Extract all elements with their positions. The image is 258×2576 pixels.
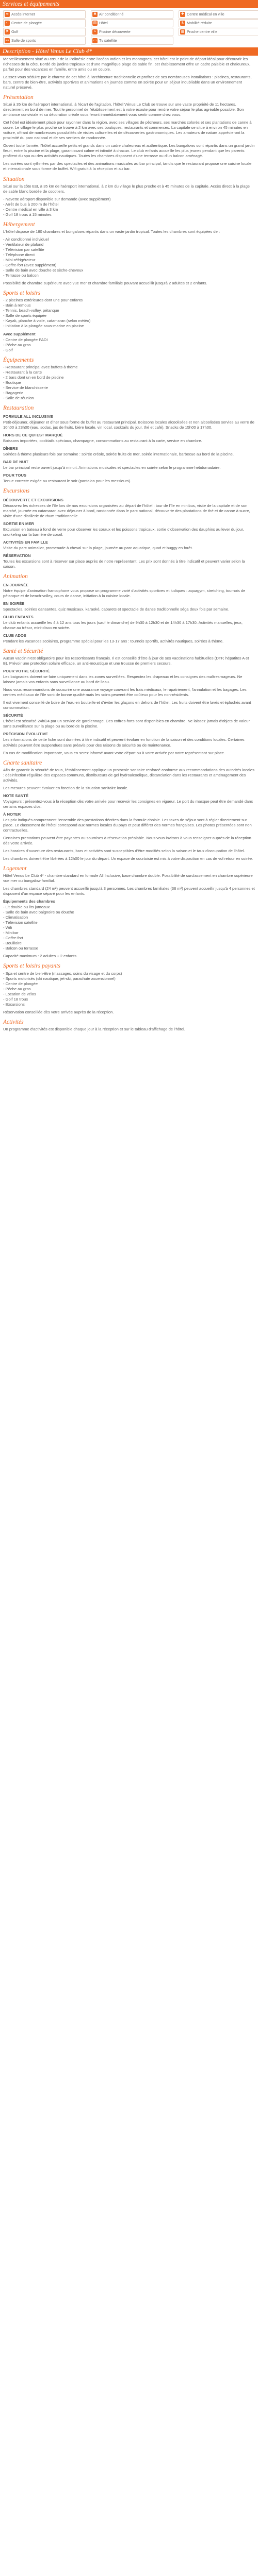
list-item: - Coffre-fort [3,936,23,941]
service-internet: ≋ Accès internet [3,10,86,19]
health-paragraph: Les baignades doivent se faire uniquement dans les zones surveillées. Respectez les drapeaux et les consignes des maîtres-nageurs. Ne laissez jamais vos enfants sans surveillance au bord de l'eau. [3,674,243,685]
lodging-subheading: Équipements des chambres [3,899,55,904]
excursions-subheading: ACTIVITÉS EN FAMILLE [3,539,48,545]
entertainment-subheading: CLUB ENFANTS [3,614,34,619]
entertainment-heading: Animation [3,573,28,580]
wifi-icon: ≋ [5,12,10,17]
health-subheading: POUR VOTRE SÉCURITÉ [3,669,50,674]
service-hotel: ▤ Hôtel [91,19,173,27]
wheelchair-icon: ♿ [181,21,185,25]
description-paragraph: Merveilleusement situé au cœur de la Polinésie entre l'océan Indien et les montagnes, cet hôtel est le point de départ idéal pour découvrir les richesses de la côte. Bordé de jardins tropicaux et d'une magnifique plage de sable fin, cet établissement offre un cadre paisible et chaleureux, parfait pour des vacances en famille, entre amis ou en couple. [3,57,251,72]
charter-paragraph: Les chambres doivent être libérées à 12h00 le jour du départ. Un espace de courtoisie est mis à votre disposition en cas de vol retour en soirée. [3,856,253,861]
list-item: - Coffre-fort (avec supplément) [3,263,57,268]
hotel-icon: ▤ [93,21,97,25]
services-title: Services et équipements [0,0,258,8]
list-item: - Mini-réfrigérateur [3,258,36,263]
dining-paragraph: Soirées à thème plusieurs fois par semaine : soirée créole, soirée fruits de mer, soirée internationale, barbecue au bord de la piscine. [3,452,234,457]
accommodation-list [3,237,255,278]
excursions-paragraph: Toutes les excursions sont à réserver sur place auprès de notre représentant. Les prix sont donnés à titre indicatif et peuvent varier selon la saison. [3,558,245,569]
list-item: - Wifi [3,925,12,930]
service-diving: ◐ Centre de plongée [3,19,86,27]
service-tv: ▭ Tv satellite [91,37,173,45]
list-item: - Boutique [3,380,21,385]
dining-subheading: HORS DE CE QUI EST MARQUÉ [3,433,63,438]
entertainment-subheading: CLUB ADOS [3,633,26,638]
list-item: - Pêche au gros [3,986,31,991]
health-heading: Santé et Sécurité [3,648,43,655]
dining-subheading: DÎNERS [3,446,18,451]
medical-cross-icon: ✚ [180,12,185,17]
presentation-paragraph: Les soirées sont rythmées par des spectacles et des animations musicales au bar principal, tandis que le restaurant propose une cuisine locale et internationale sous forme de buffet. Wifi gratuit à la réception et au bar. [3,161,252,172]
pool-icon: ≈ [92,29,98,35]
dining-subheading: POUR TOUS [3,473,27,478]
list-item: - Climatisation [3,915,28,920]
list-item: - Restaurant principal avec buffets à thème [3,364,78,369]
entertainment-subheading: EN JOURNÉE [3,582,29,587]
entertainment-paragraph: Spectacles, soirées dansantes, quiz musicaux, karaoké, cabarets et spectacle de danse traditionnelle séga deux fois par semaine. [3,606,230,612]
golf-icon: ⚑ [5,30,9,33]
health-subheading: PRÉCISION ÉVOLUTIVE [3,732,48,737]
paid-sports-paragraph: Réservation conseillée dès votre arrivée auprès de la réception. [3,1009,114,1014]
dining-subheading: FORMULE ALL INCLUSIVE [3,414,53,419]
list-item: - Balcon ou terrasse [3,946,38,951]
charter-subheading: NOTE SANTÉ [3,793,28,798]
lodging-paragraph: Capacité maximum : 2 adultes + 2 enfants. [3,954,78,959]
list-item: - Location de vélos [3,991,36,996]
list-item: - Tennis, beach-volley, pétanque [3,308,59,313]
charter-paragraph: Les horaires d'ouverture des restaurants, bars et activités sont susceptibles d'être modifiés selon la saison et le taux d'occupation de l'hôtel. [3,848,245,853]
list-item: - Salle de réunion [3,395,34,400]
dining-subheading: BAR DE NUIT [3,460,28,465]
accommodation-heading: Hébergement [3,221,35,228]
charter-paragraph: Les mesures peuvent évoluer en fonction de la situation sanitaire locale. [3,785,128,790]
list-item: - Spa et centre de bien-être (massages, soins du visage et du corps) [3,971,122,976]
paid-sports-list [3,971,255,1007]
list-item: - Salle de bain avec baignoire ou douche [3,910,74,915]
service-gym: ⊷ Salle de sports [3,37,86,45]
health-paragraph: En cas de modification importante, vous en serez informé avant votre départ ou à votre arrivée par notre représentant sur place. [3,750,225,755]
equipment-heading: Équipements [3,357,34,363]
accommodation-paragraph: Possibilité de chambre supérieure avec vue mer et chambre familiale pouvant accueillir jusqu'à 2 adultes et 2 enfants. [3,281,207,286]
list-item: - Salle de bain avec douche et sèche-cheveux [3,268,84,273]
list-item: - Service de blanchisserie [3,385,48,390]
health-paragraph: Les informations de cette fiche sont données à titre indicatif et peuvent évoluer en fonction de la saison et des conditions locales. Certaines activités peuvent être suspendues sans préavis pour des raisons de sécurité ou de maintenance. [3,737,245,748]
list-item: - Kayak, planche à voile, catamaran (selon météo) [3,318,91,324]
sports-paid-list [3,337,255,353]
list-item: - Arrêt de bus à 200 m de l'hôtel [3,201,59,207]
list-item: - Sports motorisés (ski nautique, jet-ski, parachute ascensionnel) [3,976,116,981]
lodging-paragraph: Les chambres standard (24 m²) peuvent accueillir jusqu'à 3 personnes. Les chambres familiales (36 m²) peuvent accueillir jusqu'à 4 personnes et disposent d'un espace séparé pour les enfants. [3,886,255,896]
service-pool: ≈ Piscine découverte [91,28,173,36]
entertainment-paragraph: Notre équipe d'animation francophone vous propose un programme varié d'activités sportives et ludiques : aquagym, stretching, tournois de pétanque et de beach-volley, cours de danse, initiation à la cuisine locale. [3,588,246,598]
lodging-paragraph: Hôtel Venus Le Club 4* - chambre standard en formule All Inclusive, base chambre double. Possibilité de surclassement en chambre supérieure vue mer ou bungalow familial. [3,873,253,884]
excursions-subheading: SORTIE EN MER [3,521,34,526]
sports-list [3,298,255,329]
description-section [0,57,258,1032]
situation-heading: Situation [3,176,25,182]
sports-paid-subheading: Avec supplément [3,331,36,336]
list-item: - Télévision par satellite [3,247,44,252]
presentation-paragraph: Cet hôtel est idéalement placé pour rayonner dans la région, avec ses villages de pêcheurs, ses marchés colorés et ses plantations de canne à sucre. Le village le plus proche se trouve à 2 km avec ses boutiques, restaurants et commerces. La capitale se situe à environ 45 minutes en voiture, offrant de nombreuses possibilités de visites culturelles et de découvertes gastronomiques. Les amateurs de nature apprécieront la proximité du parc national et de ses sentiers de randonnée. [3,120,252,141]
list-item: - Golf [3,347,13,352]
snowflake-icon: ✱ [92,12,98,17]
services-grid [0,9,258,47]
list-item: - Ventilateur de plafond [3,242,44,247]
situation-list [3,197,255,217]
dining-paragraph: Boissons importées, cocktails spéciaux, champagne, consommations au restaurant à la carte, service en chambre. [3,438,202,444]
list-item: - Navette aéroport disponible sur demande (avec supplément) [3,196,111,201]
dining-paragraph: Petit-déjeuner, déjeuner et dîner sous forme de buffet au restaurant principal. Boissons locales alcoolisées et non alcoolisées servies au verre de 10h00 à 23h00 (eau, sodas, jus de fruits, bière locale, vin local, cocktails du jour, thé et café). Snacks de 15h00 à 17h00. [3,420,254,430]
dumbbell-icon: ⊷ [5,39,9,42]
list-item: - Bouilloire [3,941,22,946]
service-city-center: ▦ Proche centre ville [179,28,258,36]
entertainment-paragraph: Le club enfants accueille les 4 à 12 ans tous les jours (sauf le dimanche) de 9h30 à 12h30 et de 14h30 à 17h30. Activités manuelles, jeux, chasse au trésor, mini-disco en soirée. [3,620,243,631]
lodging-list [3,905,255,951]
health-subheading: SÉCURITÉ [3,713,23,718]
diving-icon: ◐ [5,21,10,26]
presentation-heading: Présentation [3,94,34,101]
excursions-paragraph: Visite du parc animalier, promenade à cheval sur la plage, journée au parc aquatique, quad et buggy en forêt. [3,545,193,550]
list-item: - Télévision satellite [3,920,38,925]
charter-paragraph: Certaines prestations peuvent être payantes ou soumises à réservation préalable. Nous vous invitons à vous renseigner auprès de la réception dès votre arrivée. [3,835,251,845]
health-paragraph: Il est vivement conseillé de boire de l'eau en bouteille et d'éviter les glaçons en dehors de l'hôtel. Les fruits doivent être lavés et épluchés avant consommation. [3,700,251,710]
service-medical: ✚ Centre médical en ville [179,10,258,19]
list-item: - Pêche au gros [3,342,31,347]
situation-paragraph: Situé sur la côte Est, à 35 km de l'aéroport international, à 2 km du village le plus proche et à 45 minutes de la capitale. Accès direct à la plage de sable blanc bordée de cocotiers. [3,183,250,194]
dining-paragraph: Le bar principal reste ouvert jusqu'à minuit. Animations musicales et spectacles en soirée selon le programme hebdomadaire. [3,465,221,470]
list-item: - Terrasse ou balcon [3,273,39,278]
charter-subheading: À NOTER [3,811,21,817]
description-paragraph: Laissez-vous séduire par le charme de cet hôtel à l'architecture traditionnelle et profitez de ses nombreuses installations : piscines, restaurants, bars, centre de bien-être, activités sportives et animations en journée comme en soirée pour un séjour inoubliable dans un environnement naturel préservé. [3,75,252,90]
lodging-heading: Logement [3,865,27,872]
list-item: - Lit double ou lits jumeaux [3,905,50,910]
city-icon: ▦ [181,30,185,33]
list-item: - Centre de plongée [3,981,38,986]
list-item: - Restaurant à la carte [3,369,42,375]
description-title: Description - Hôtel Venus Le Club 4* [0,47,258,56]
list-item: - Golf 18 trous [3,996,28,1002]
service-reduced-mobility: ♿ Mobilité réduite [179,19,258,27]
list-item: - Centre médical en ville à 3 km [3,207,58,212]
service-golf: ⚑ Golf [3,28,86,36]
excursions-subheading: DÉCOUVERTE ET EXCURSIONS [3,497,63,502]
list-item: - Air conditionné individuel [3,237,49,242]
activities-paragraph: Un programme d'activités est disponible chaque jour à la réception et sur le tableau d'affichage de l'hôtel. [3,1027,185,1031]
excursions-paragraph: Excursion en bateau à fond de verre pour observer les coraux et les poissons tropicaux, sortie d'observation des dauphins au lever du jour, snorkeling sur la barrière de corail. [3,527,244,537]
hotel-page [0,0,258,1037]
list-item: - Téléphone direct [3,252,35,258]
list-item: - Bain à remous [3,303,31,308]
charter-paragraph: Les prix indiqués comprennent l'ensemble des prestations décrites dans la formule choisie. Les taxes de séjour sont à régler directement sur place. Le classement de l'hôtel correspond aux normes locales du pays et peut différer des normes françaises. Les photos présentées sont non contractuelles. [3,817,252,833]
list-item: - 2 bars dont un en bord de piscine [3,375,64,380]
excursions-heading: Excursions [3,488,30,495]
list-item: - Minibar [3,930,19,936]
tv-icon: ▭ [93,39,97,42]
list-item: - Salle de sports équipée [3,313,47,318]
activities-heading: Activités [3,1019,24,1025]
accommodation-paragraph: L'hôtel dispose de 180 chambres et bungalows répartis dans un vaste jardin tropical. Toutes les chambres sont équipées de : [3,229,220,234]
charter-paragraph: Afin de garantir la sécurité de tous, l'établissement applique un protocole sanitaire renforcé conforme aux recommandations des autorités locales : désinfection régulière des espaces communs, distributeurs de gel hydroalcoolique, distanciation dans les restaurants et aménagement des activités. [3,767,254,783]
service-air-conditioning: ✱ Air conditionné [91,10,173,19]
excursions-subheading: RÉSERVATION [3,553,31,558]
presentation-paragraph: Situé à 35 km de l'aéroport international, à l'écart de l'agitation, l'hôtel Vénus Le Club se trouve sur une vaste propriété de 11 hectares, directement en bord de mer. Tout le personnel de l'établissement est à votre écoute pour rendre votre séjour le plus agréable possible. Son ambiance conviviale et sa décoration créole vous feront immédiatement vous sentir comme chez vous. [3,102,244,117]
equipment-list [3,365,255,401]
list-item: - Bagagerie [3,390,24,395]
dining-paragraph: Tenue correcte exigée au restaurant le soir (pantalon pour les messieurs). [3,479,132,484]
sanitary-charter-heading: Charte sanitaire [3,759,42,766]
health-paragraph: L'hôtel est sécurisé 24h/24 par un service de gardiennage. Des coffres-forts sont disponibles en chambre. Ne laissez jamais d'objets de valeur sans surveillance sur la plage ou au bord de la piscine. [3,719,250,729]
excursions-paragraph: Découvrez les richesses de l'île lors de nos excursions organisées au départ de l'hôtel : tour de l'île en minibus, visite de la capitale et de son marché, journée en catamaran avec déjeuner à bord, randonnée dans le parc national, découverte des plantations de thé et de canne à sucre, visite d'une distillerie de rhum traditionnelle. [3,503,250,518]
list-item: - Golf 18 trous à 15 minutes [3,212,52,217]
list-item: - Centre de plongée PADI [3,337,48,342]
presentation-paragraph: Ouvert toute l'année, l'hôtel accueille petits et grands dans un cadre chaleureux et authentique. Les bungalows sont répartis dans un grand jardin fleuri, entre la piscine et la plage, garantissant calme et intimité à chacun. Le club enfants accueille les plus jeunes pendant que les parents profitent du spa ou des activités nautiques. Toutes les chambres disposent d'une terrasse ou d'un balcon aménagé. [3,143,255,159]
health-paragraph: Aucun vaccin n'est obligatoire pour les ressortissants français. Il est conseillé d'être à jour de ses vaccinations habituelles (DTP, hépatites A et B). Prévoir une protection solaire efficace, un anti-moustique et une trousse de premiers secours. [3,656,249,666]
sports-heading: Sports et loisirs [3,290,41,297]
entertainment-paragraph: Pendant les vacances scolaires, programme spécial pour les 13-17 ans : tournois sportifs, activités nautiques, soirées à thème. [3,639,224,644]
entertainment-subheading: EN SOIRÉE [3,601,25,606]
list-item: - 2 piscines extérieures dont une pour enfants [3,298,83,303]
charter-paragraph: Voyageurs : présentez-vous à la réception dès votre arrivée pour recevoir les consignes en vigueur. Le port du masque peut être demandé dans certains espaces clos. [3,799,253,809]
health-paragraph: Nous vous recommandons de souscrire une assurance voyage couvrant les frais médicaux, le rapatriement, l'annulation et les bagages. Les centres médicaux de l'île sont de bonne qualité mais les soins peuvent être coûteux pour les non-résidents. [3,687,247,698]
dining-heading: Restauration [3,404,34,411]
paid-sports-heading: Sports et loisirs payants [3,963,60,970]
list-item: - Excursions [3,1002,25,1007]
list-item: - Initiation à la plongée sous-marine en piscine [3,324,84,329]
